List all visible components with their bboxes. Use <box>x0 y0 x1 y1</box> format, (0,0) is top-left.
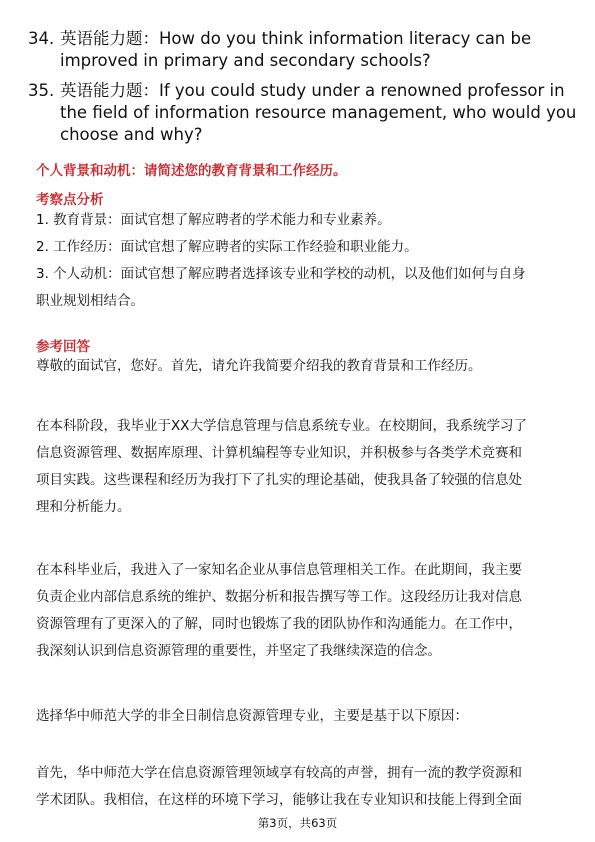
paragraph-line: 项目实践。这些课程和经历为我打下了扎实的理论基础，使我具备了较强的信息处 <box>36 472 522 488</box>
question-text-line: choose and why? <box>60 125 203 144</box>
question-text-line: 英语能力题：If you could study under a renowned professor in <box>60 81 565 100</box>
question-text-line: improved in primary and secondary schools? <box>60 51 431 70</box>
answer-paragraph-4 <box>36 760 566 814</box>
paragraph-line: 我深刻认识到信息资源管理的重要性，并坚定了我继续深造的信念。 <box>36 643 441 659</box>
question-number: 34. <box>28 29 55 48</box>
question-text-line: the field of information resource management, who would you <box>60 103 577 122</box>
analysis-title: 考察点分析 <box>36 192 104 208</box>
paragraph-line: 在本科阶段，我毕业于XX大学信息管理与信息系统专业。在校期间，我系统学习了 <box>36 418 527 434</box>
answer-paragraph-3: 选择华中师范大学的非全日制信息资源管理专业，主要是基于以下原因： <box>36 708 468 724</box>
answer-greeting: 尊敬的面试官，您好。首先，请允许我简要介绍我的教育背景和工作经历。 <box>36 358 482 374</box>
analysis-point: 3. 个人动机：面试官想了解应聘者选择该专业和学校的动机，以及他们如何与自身 <box>36 266 526 282</box>
question-35 <box>28 80 577 146</box>
paragraph-line: 负责企业内部信息系统的维护、数据分析和报告撰写等工作。这段经历让我对信息 <box>36 589 522 605</box>
answer-title: 参考回答 <box>36 339 90 355</box>
analysis-point: 职业规划相结合。 <box>36 293 144 309</box>
paragraph-line: 理和分析能力。 <box>36 499 131 515</box>
question-text-line: 英语能力题：How do you think information literacy can be <box>60 29 532 48</box>
analysis-point: 2. 工作经历：面试官想了解应聘者的实际工作经验和职业能力。 <box>36 239 418 255</box>
analysis-points <box>36 207 566 315</box>
paragraph-line: 信息资源管理、数据库原理、计算机编程等专业知识，并积极参与各类学术竞赛和 <box>36 445 522 461</box>
paragraph-line: 首先，华中师范大学在信息资源管理领域享有较高的声誉，拥有一流的教学资源和 <box>36 765 522 781</box>
question-number: 35. <box>28 81 55 100</box>
question-34 <box>28 28 558 72</box>
paragraph-line: 资源管理有了更深入的了解，同时也锻炼了我的团队协作和沟通能力。在工作中， <box>36 616 522 632</box>
analysis-point: 1. 教育背景：面试官想了解应聘者的学术能力和专业素养。 <box>36 212 391 228</box>
paragraph-line: 在本科毕业后，我进入了一家知名企业从事信息管理相关工作。在此期间，我主要 <box>36 562 522 578</box>
page-footer: 第3页，共63页 <box>257 816 338 830</box>
paragraph-line: 学术团队。我相信，在这样的环境下学习，能够让我在专业知识和技能上得到全面 <box>36 792 522 808</box>
answer-paragraph-1 <box>36 413 566 521</box>
answer-paragraph-2 <box>36 557 566 665</box>
section-heading: 个人背景和动机：请简述您的教育背景和工作经历。 <box>36 163 347 179</box>
